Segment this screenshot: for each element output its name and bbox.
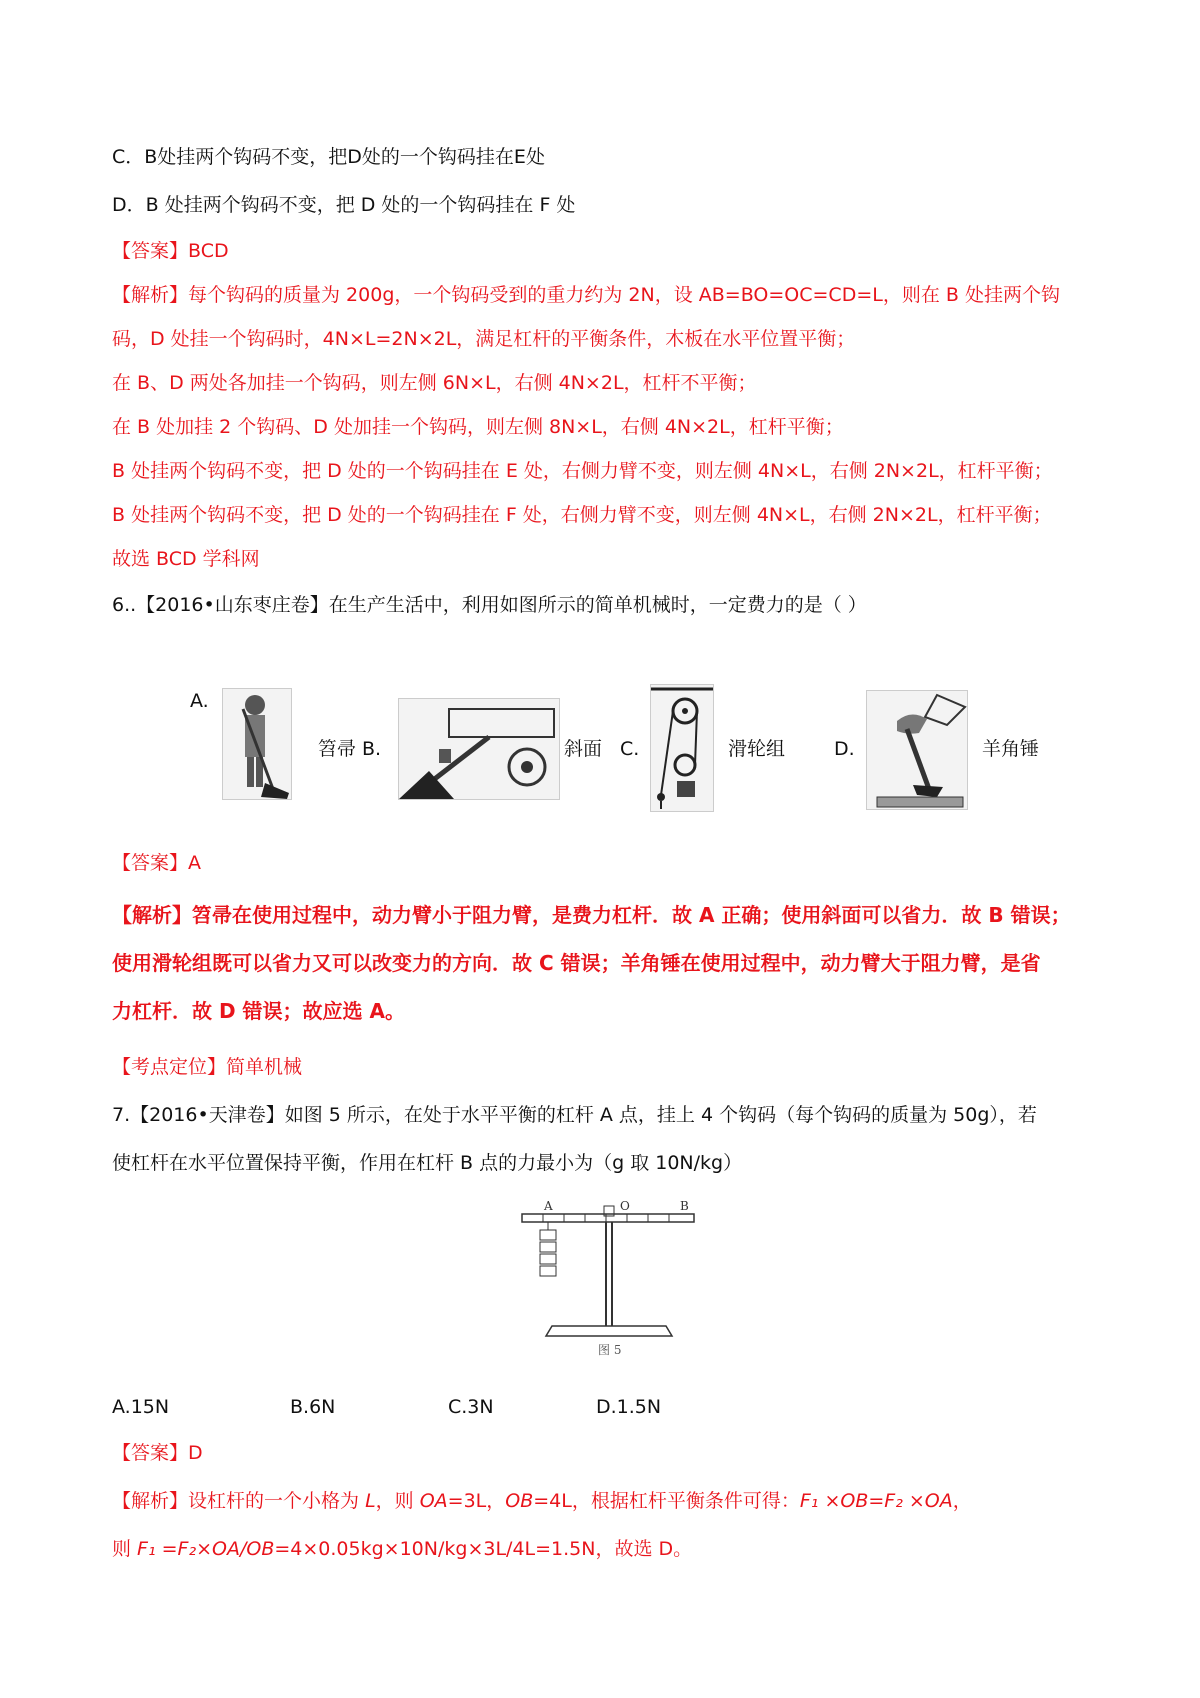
q5-analysis-line-4: 在 B 处加挂 2 个钩码、D 处加挂一个钩码，则左侧 8N×L，右侧 4N×2L，杠杆平衡；: [112, 416, 844, 438]
analysis-text: =4L，根据杠杆平衡条件可得：: [533, 1490, 800, 1512]
analysis-text: =3L，: [447, 1490, 506, 1512]
q7-option-a: A.15N: [112, 1396, 170, 1418]
analysis-var-oa: OA: [419, 1490, 448, 1512]
pulley-image: [650, 684, 714, 812]
analysis-text: ，: [952, 1490, 972, 1512]
q6-opt-b-text: 斜面: [564, 738, 603, 760]
q6-knowledge-point: [112, 1054, 302, 1080]
analysis-tag: 【解析】: [112, 903, 192, 927]
q5-analysis-line-5: B 处挂两个钩码不变，把 D 处的一个钩码挂在 E 处，右侧力臂不变，则左侧 4N×L，右侧 2N×2L，杠杆平衡；: [112, 460, 1053, 482]
q6-stem: 6..【2016•山东枣庄卷】在生产生活中，利用如图所示的简单机械时，一定费力的是（ ）: [112, 594, 867, 616]
q7-option-b: B.6N: [290, 1396, 336, 1418]
lever-label-a: A: [544, 1199, 553, 1213]
q5-analysis-line-3: 在 B、D 两处各加挂一个钩码，则左侧 6N×L，右侧 4N×2L，杠杆不平衡；: [112, 372, 757, 394]
answer-value: BCD: [188, 240, 229, 262]
q5-answer: [112, 238, 229, 264]
q6-answer: [112, 850, 201, 876]
analysis-tag: 【解析】: [112, 1490, 189, 1512]
claw-hammer-image: [866, 690, 968, 810]
q7-analysis-line-1: [112, 1488, 972, 1514]
claw-hammer-figure: [867, 691, 967, 809]
analysis-text: 则: [112, 1538, 138, 1560]
incline-image: [398, 698, 560, 800]
q6-analysis-line-1: [112, 902, 1071, 928]
q5-analysis-line-7: 故选 BCD 学科网: [112, 548, 260, 570]
q6-opt-c-text: 滑轮组: [728, 738, 786, 760]
incline-figure: [399, 699, 559, 799]
answer-tag: 【答案】: [112, 1442, 189, 1464]
q5-option-c: C．B处挂两个钩码不变，把D处的一个钩码挂在E处: [112, 146, 545, 168]
analysis-tag: 【解析】: [112, 284, 189, 306]
lever-caption: 图 5: [598, 1343, 622, 1357]
analysis-formula: F₁ =F₂×OA/OB: [137, 1538, 275, 1560]
analysis-formula: F₁ ×OB=F₂ ×OA: [799, 1490, 953, 1512]
q7-stem-line-1: 7.【2016•天津卷】如图 5 所示，在处于水平平衡的杠杆 A 点，挂上 4 个钩码（每个钩码的质量为 50g），若: [112, 1104, 1037, 1126]
answer-value: A: [188, 852, 202, 874]
q7-analysis-line-2: [112, 1536, 692, 1562]
q7-option-c: C.3N: [448, 1396, 494, 1418]
q6-opt-d-text: 羊角锤: [982, 738, 1040, 760]
pulley-figure: [651, 685, 713, 811]
analysis-text: =4×0.05kg×10N/kg×3L/4L=1.5N，故选 D。: [274, 1538, 693, 1560]
q6-analysis-line-2: 使用滑轮组既可以省力又可以改变力的方向．故 C 错误；羊角锤在使用过程中，动力臂大于阻力臂，是省: [112, 951, 1041, 975]
knowledge-point-tag: 【考点定位】: [112, 1056, 227, 1078]
analysis-text: ，则: [375, 1490, 420, 1512]
lever-label-b: B: [680, 1199, 689, 1213]
broom-figure: [223, 689, 291, 799]
q6-opt-d-letter: D.: [834, 738, 855, 760]
lever-diagram: [512, 1192, 702, 1360]
lever-label-o: O: [620, 1199, 630, 1213]
broom-image: [222, 688, 292, 800]
answer-value: D: [188, 1442, 203, 1464]
knowledge-point-value: 简单机械: [226, 1056, 303, 1078]
lever-figure: [512, 1192, 702, 1360]
answer-tag: 【答案】: [112, 240, 189, 262]
analysis-text: 设杠杆的一个小格为: [188, 1490, 366, 1512]
q7-stem-line-2: 使杠杆在水平位置保持平衡，作用在杠杆 B 点的力最小为（g 取 10N/kg）: [112, 1152, 743, 1174]
q6-opt-b-letter: B.: [362, 738, 382, 760]
analysis-text: 笤帚在使用过程中，动力臂小于阻力臂，是费力杠杆．故 A 正确；使用斜面可以省力．故 B 错误；: [192, 903, 1071, 927]
q6-opt-c-letter: C.: [620, 738, 640, 760]
q5-analysis-line-2: 码，D 处挂一个钩码时，4N×L=2N×2L，满足杠杆的平衡条件，木板在水平位置平衡；: [112, 328, 856, 350]
q5-analysis-line-1: [112, 282, 1060, 308]
q7-option-d: D.1.5N: [596, 1396, 662, 1418]
q6-analysis-line-3: 力杠杆．故 D 错误；故应选 A。: [112, 999, 405, 1023]
analysis-var-ob: OB: [505, 1490, 534, 1512]
q6-opt-a-letter: A.: [190, 690, 209, 712]
analysis-var-l: L: [365, 1490, 376, 1512]
q7-answer: [112, 1440, 203, 1466]
analysis-text: 每个钩码的质量为 200g，一个钩码受到的重力约为 2N，设 AB=BO=OC=CD=L，则在 B 处挂两个钩: [188, 284, 1060, 306]
q5-analysis-line-6: B 处挂两个钩码不变，把 D 处的一个钩码挂在 F 处，右侧力臂不变，则左侧 4N×L，右侧 2N×2L，杠杆平衡；: [112, 504, 1052, 526]
answer-tag: 【答案】: [112, 852, 189, 874]
q5-option-d: D．B 处挂两个钩码不变，把 D 处的一个钩码挂在 F 处: [112, 194, 576, 216]
q6-opt-a-text: 笤帚: [318, 738, 357, 760]
